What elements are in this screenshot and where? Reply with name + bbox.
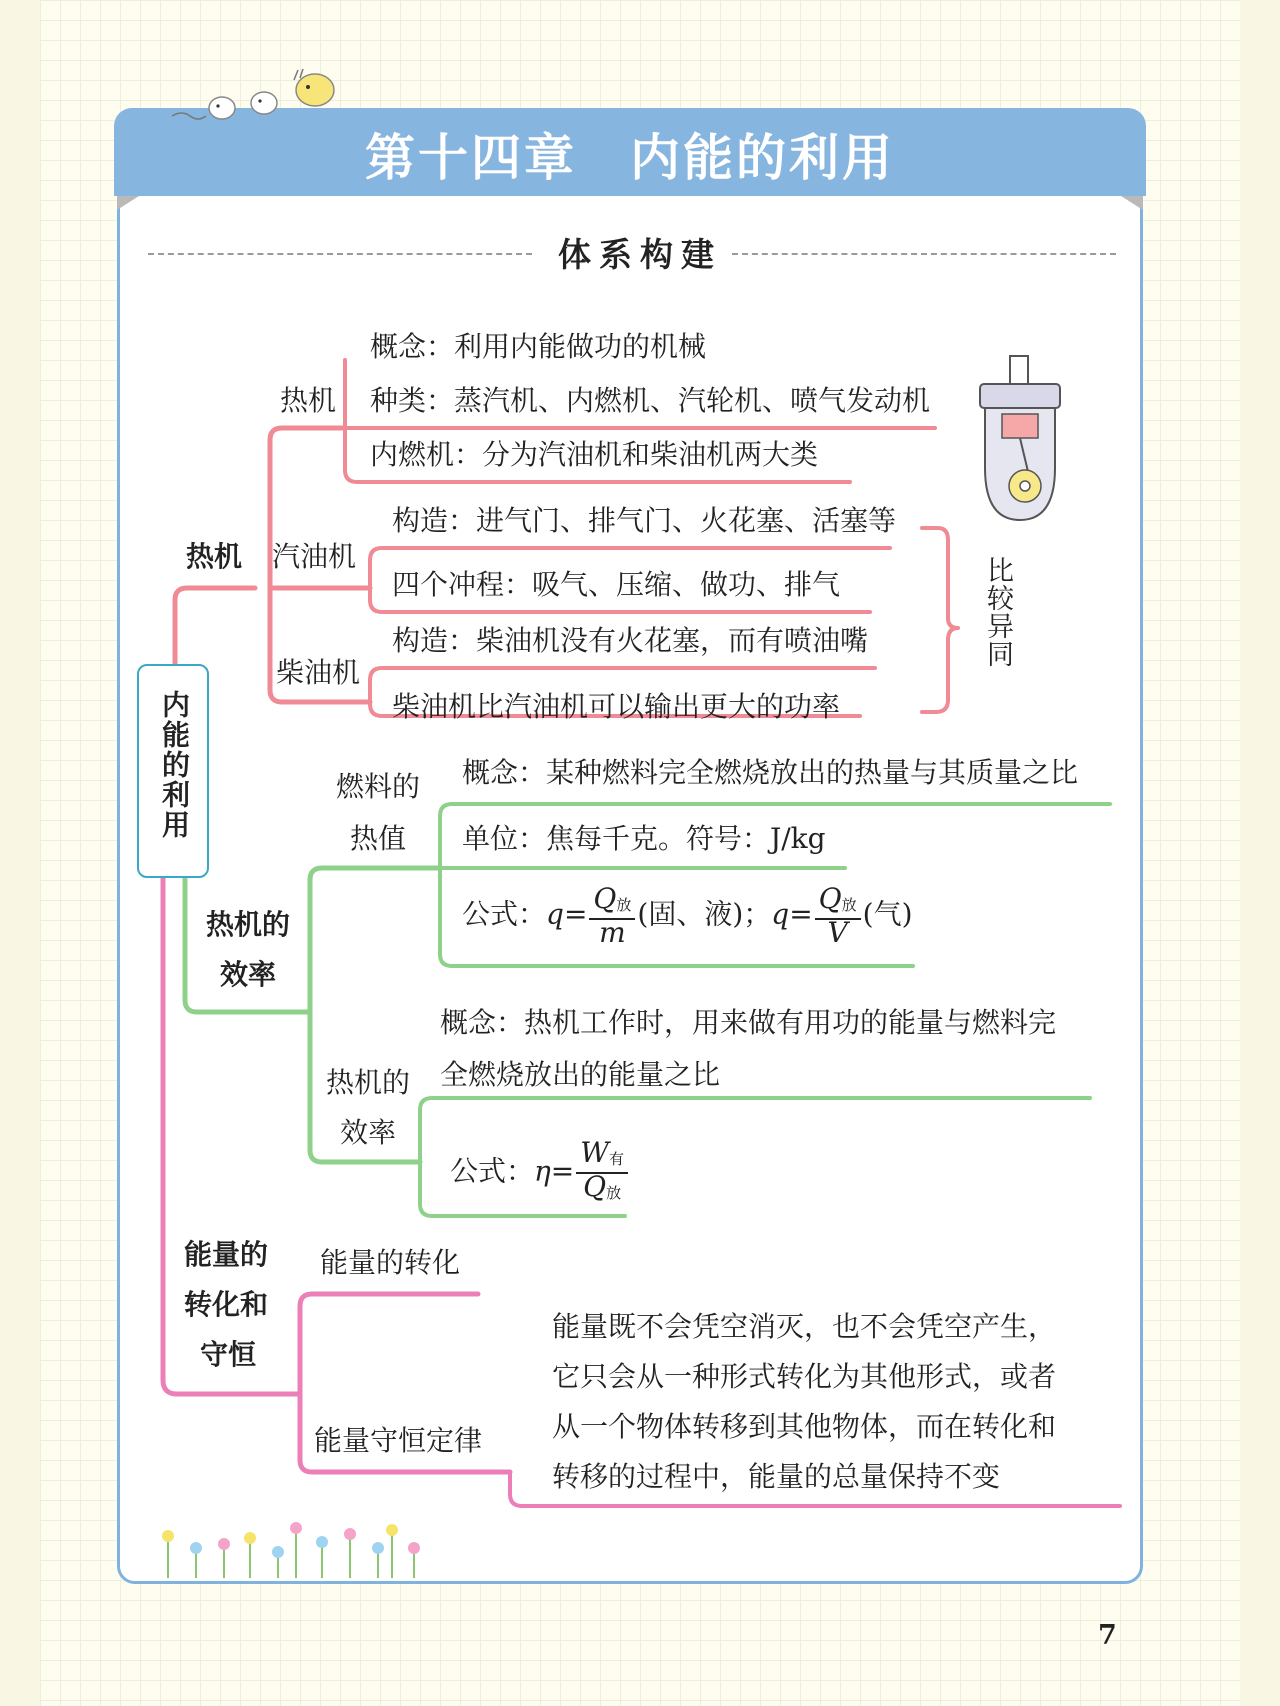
fuel-formula-sub1: 放	[616, 896, 632, 914]
fuel-formula-V: V	[827, 916, 848, 949]
node-heat-engine: 热机	[280, 384, 337, 417]
diesel-power: 柴油机比汽油机可以输出更大的功率	[392, 690, 841, 723]
engine-eff-formula-Q: Q	[583, 1170, 607, 1203]
branch-efficiency-line1: 热机的	[206, 908, 291, 941]
node-energy-conservation-law: 能量守恒定律	[314, 1424, 483, 1457]
heat-engine-concept: 概念：利用内能做功的机械	[370, 330, 707, 363]
branch-energy-line1: 能量的	[184, 1238, 269, 1271]
engine-eff-formula-eta: η	[534, 1154, 551, 1188]
diesel-structure: 构造：柴油机没有火花塞，而有喷油嘴	[392, 624, 869, 657]
engine-eff-formula-sub-fang: 放	[606, 1184, 622, 1202]
energy-law-line3: 从一个物体转移到其他物体，而在转化和	[552, 1410, 1057, 1443]
node-fuel-heat-value-line1: 燃料的	[336, 770, 421, 803]
branch-efficiency-line2: 效率	[220, 958, 277, 991]
fuel-formula-q2: q	[771, 897, 790, 931]
node-energy-conversion: 能量的转化	[320, 1246, 461, 1279]
node-fuel-heat-value-line2: 热值	[350, 822, 407, 855]
fuel-formula-sub2: 放	[841, 896, 857, 914]
node-engine-efficiency-line1: 热机的	[326, 1066, 411, 1099]
fuel-formula-eq1: =	[563, 897, 588, 931]
fuel-formula-prefix: 公式：	[462, 897, 547, 931]
engine-eff-formula-prefix: 公式：	[450, 1154, 535, 1188]
page-number: 7	[1098, 1620, 1117, 1651]
gasoline-structure: 构造：进气门、排气门、火花塞、活塞等	[392, 504, 897, 537]
fuel-formula-m: m	[599, 916, 626, 949]
chapter-title: 第十四章 内能的利用	[365, 129, 895, 187]
fuel-formula-Q1: Q	[593, 882, 617, 915]
gasoline-strokes: 四个冲程：吸气、压缩、做功、排气	[392, 568, 841, 601]
node-gasoline-engine: 汽油机	[272, 540, 357, 573]
fuel-concept: 概念：某种燃料完全燃烧放出的热量与其质量之比	[462, 756, 1079, 789]
fuel-formula-Q2: Q	[818, 882, 842, 915]
root-node-label: 内能的利用	[158, 690, 191, 840]
fuel-unit: 单位：焦每千克。符号：J/kg	[462, 822, 826, 855]
engine-eff-concept-line2: 全燃烧放出的能量之比	[440, 1058, 721, 1091]
heat-engine-types: 种类：蒸汽机、内燃机、汽轮机、喷气发动机	[370, 384, 931, 417]
energy-law-line4: 转移的过程中，能量的总量保持不变	[552, 1460, 1001, 1493]
fuel-formula-q1: q	[546, 897, 564, 931]
energy-law-line1: 能量既不会凭空消灭，也不会凭空产生，	[552, 1310, 1057, 1343]
engine-eff-formula-eq: =	[550, 1154, 575, 1188]
energy-law-line2: 它只会从一种形式转化为其他形式，或者	[552, 1360, 1057, 1393]
branch-heat-engine: 热机	[186, 540, 243, 573]
engine-eff-concept-line1: 概念：热机工作时，用来做有用功的能量与燃料完	[440, 1006, 1057, 1039]
fuel-formula-gas: (气)	[862, 897, 913, 931]
node-diesel-engine: 柴油机	[276, 656, 361, 689]
heat-engine-ice: 内燃机：分为汽油机和柴油机两大类	[370, 438, 819, 471]
engine-eff-formula-sub-you: 有	[609, 1150, 625, 1168]
branch-energy-line2: 转化和	[184, 1288, 269, 1321]
engine-eff-formula-W: W	[580, 1136, 610, 1169]
fuel-formula-solid-liquid: (固、液)；	[637, 897, 772, 931]
flowers-icon	[162, 1522, 420, 1578]
branch-energy-line3: 守恒	[200, 1338, 257, 1371]
compare-label: 比较异同	[982, 556, 1013, 668]
section-title: 体系构建	[558, 235, 722, 274]
fuel-formula-eq2: =	[789, 897, 813, 931]
node-engine-efficiency-line2: 效率	[340, 1116, 397, 1149]
